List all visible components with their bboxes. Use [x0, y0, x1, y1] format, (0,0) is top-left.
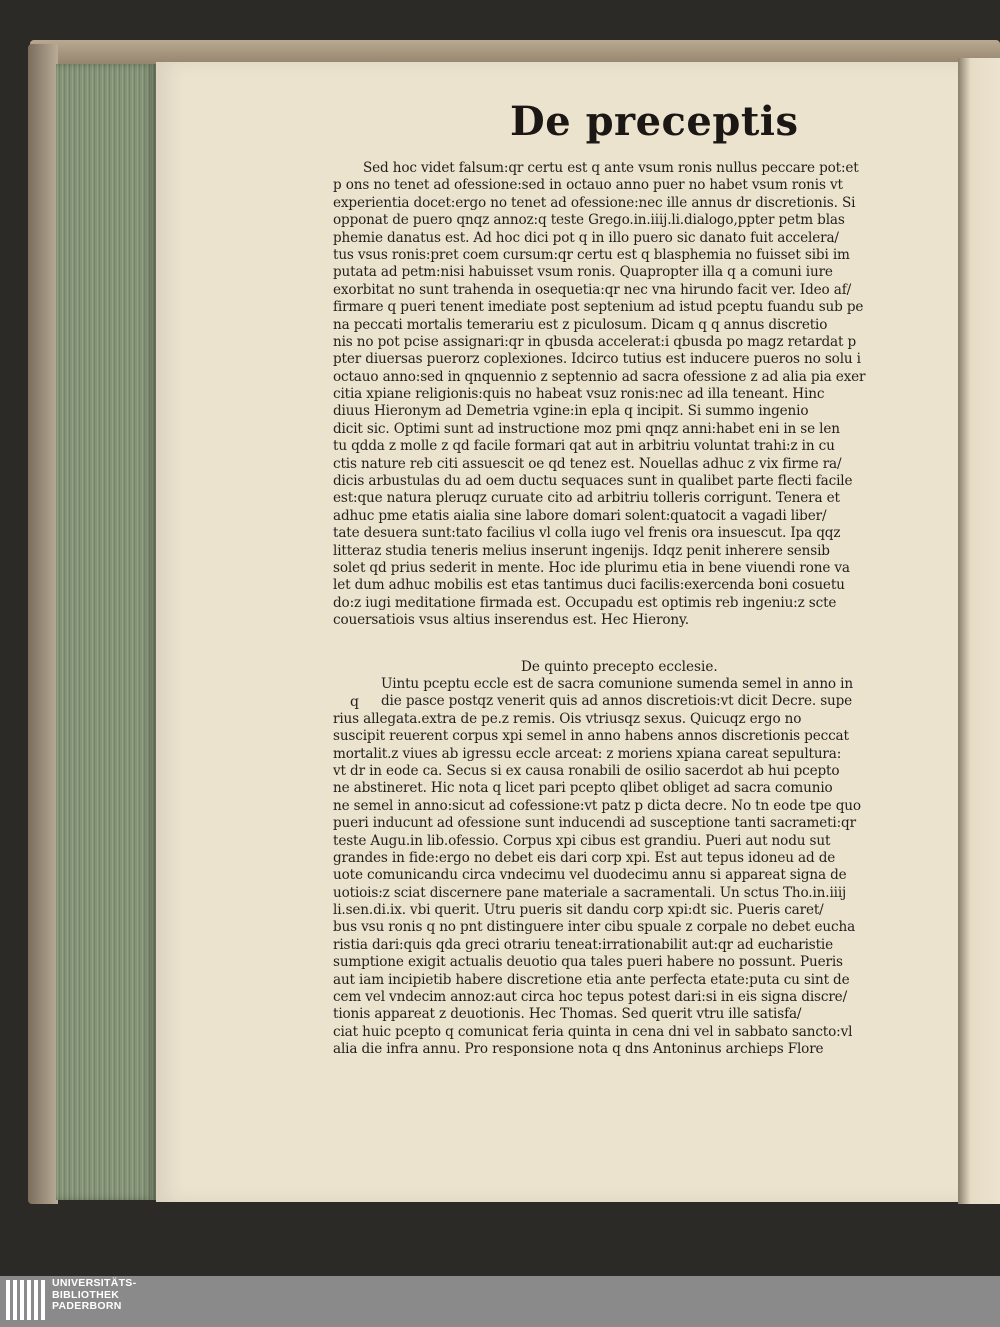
text-line: aut iam incipietib habere discretione etia ante perfecta etate:puta cu sint de [333, 971, 850, 988]
text-line: Uintu pceptu eccle est de sacra comunione sumenda semel in anno in [381, 676, 853, 692]
text-line: ciat huic pcepto q comunicat feria quinta in cena dni vel in sabbato sancto:vl [333, 1023, 853, 1040]
text-line: rius allegata.extra de pe.z remis. Ois vtriusqz sexus. Quicuqz ergo no [333, 710, 802, 727]
paragraph-two [333, 676, 930, 1059]
text-line: bus vsu ronis q no pnt distinguere inter cibu spuale z corpale no debet eucha [333, 919, 856, 936]
text-line: couersatiois vsus altius inserendus est. Hec Hierony. [333, 612, 689, 629]
text-line: nis no pot pcise assignari:qr in qbusda accelerat:i qbusda po magz retardat p [333, 333, 857, 350]
text-line: opponat de puero qnqz annoz:q teste Grego.in.iiij.li.dialogo,ppter petm blas [333, 212, 845, 229]
library-name-line-3: PADERBORN [52, 1300, 122, 1312]
text-line: firmare q pueri tenent imediate post septenium ad istud pceptu fuandu sub pe [333, 299, 864, 316]
text-line: tus vsus ronis:pret coem cursum:qr certu est q blasphemia no fuisset sibi im [333, 246, 850, 263]
text-line: ristia dari:quis qda greci otrariu teneat:irrationabilit aut:qr ad eucharistie [333, 936, 834, 953]
text-line: octauo anno:sed in qnquennio z septennio ad sacra ofessione z ad alia pia exer [333, 368, 866, 385]
text-line: li.sen.di.ix. vbi querit. Utru pueris sit dandu corp xpi:dt sic. Pueris caret/ [333, 902, 824, 919]
text-line: tu qdda z molle z qd facile formari qat aut in arbitriu voluntat trahi:z in cu [333, 438, 835, 455]
text-line: grandes in fide:ergo no debet eis dari corp xpi. Est aut tepus idoneu ad de [333, 849, 836, 866]
book-cover-left-edge [28, 44, 58, 1204]
text-line: let dum adhuc mobilis est etas tantimus duci facilis:exercenda boni cosuetu [333, 577, 845, 594]
text-line: sumptione exigit actualis deuotio qua tales pueri habere no possunt. Pueris [333, 954, 843, 971]
text-line: experientia docet:ergo no tenet ad ofessione:nec ille annus dr discretionis. Si [333, 194, 856, 211]
text-line: tate desuera sunt:tato facilius vl colla iugo vel frenis ora insuescut. Ipa qqz [333, 525, 841, 542]
text-line: pter diuersas puerorz coplexiones. Idcirco tutius est inducere pueros no solu i [333, 351, 861, 368]
text-line: pueri inducunt ad ofessione sunt inducendi ad susceptione tanti sacrameti:qr [333, 815, 856, 832]
text-line: dicis arbustulas du ad oem ductu sequaces sunt in qualibet parte flecti facile [333, 473, 853, 490]
text-line: citia xpiane religionis:quis no habeat vsuz ronis:nec ad illa teneant. Hinc [333, 386, 825, 403]
text-line: ctis nature reb citi assuescit oe qd tenez est. Nouellas adhuc z vix firme ra/ [333, 455, 842, 472]
text-line: uote comunicandu circa vndecimu vel duodecimu annu si appareat signa de [333, 867, 847, 884]
text-line: diuus Hieronym ad Demetria vgine:in epla q incipit. Si summo ingenio [333, 403, 809, 420]
text-line: phemie danatus est. Ad hoc dici pot q in illo puero sic danato fuit accelera/ [333, 229, 839, 246]
page-heading: De preceptis [510, 98, 799, 145]
library-name-line-1: UNIVERSITÄTS- [52, 1277, 137, 1289]
text-line: Sed hoc videt falsum:qr certu est q ante vsum ronis nullus peccare pot:et [363, 160, 859, 176]
facing-page-edge [958, 58, 1000, 1204]
text-line: alia die infra annu. Pro responsione nota q dns Antoninus archieps Flore [333, 1041, 824, 1058]
text-line: na peccati mortalis temerariu est z piculosum. Dicam q q annus discretio [333, 316, 828, 333]
text-line: dicit sic. Optimi sunt ad instructione moz pmi qnqz anni:habet eni in se len [333, 420, 840, 437]
text-line: die pasce postqz venerit quis ad annos discretiois:vt dicit Decre. supe [381, 693, 853, 710]
text-line: tionis appareat z deuotionis. Hec Thomas. Sed querit vtru ille satisfa/ [333, 1006, 802, 1023]
section-quinto-precepto [333, 658, 930, 1059]
text-line: putata ad petm:nisi habuisset vsum ronis. Quapropter illa q a comuni iure [333, 264, 833, 281]
text-line: ne semel in anno:sicut ad cofessione:vt patz p dicta decre. No tn eode tpe quo [333, 797, 861, 814]
section-subheading: De quinto precepto ecclesie. [521, 659, 718, 675]
text-line: p ons no tenet ad ofessione:sed in octauo anno puer no habet vsum ronis vt [333, 177, 843, 194]
text-line: vt dr in eode ca. Secus si ex causa ronabili de osilio sacerdot ab hui pcepto [333, 762, 840, 779]
paragraph-one [333, 160, 930, 630]
text-line: uotiois:z sciat discernere pane materiale a sacramentali. Un sctus Tho.in.iiij [333, 884, 847, 901]
page-fore-edges [56, 64, 156, 1200]
text-line: teste Augu.in lib.ofessio. Corpus xpi cibus est grandiu. Pueri aut nodu sut [333, 832, 831, 849]
text-line: cem vel vndecim annoz:aut circa hoc tepus potest dari:si in eis signa discre/ [333, 989, 847, 1006]
text-line: est:que natura pleruqz curuate cito ad arbitriu tolleris corrigunt. Tenera et [333, 490, 840, 507]
library-logo-icon [6, 1280, 46, 1320]
library-footer-bar [0, 1276, 1000, 1327]
library-name-line-2: BIBLIOTHEK [52, 1288, 120, 1301]
initial-letter-guide: q [350, 694, 359, 710]
text-line: adhuc pme etatis aialia sine labore domari solent:quatocit a vagadi liber/ [333, 507, 827, 524]
text-line: mortalit.z viues ab igressu eccle arceat: z moriens xpiana careat sepultura: [333, 745, 842, 762]
text-line: suscipit reuerent corpus xpi semel in anno habens annos discretionis peccat [333, 728, 849, 745]
text-line: exorbitat no sunt trahenda in osequetia:qr nec vna hirundo facit ver. Ideo af/ [333, 281, 852, 298]
text-line: solet qd prius sederit in mente. Hoc ide plurimu etia in bene viuendi rone va [333, 559, 850, 576]
text-line: ne abstineret. Hic nota q licet pari pcepto qlibet obliget ad sacra comunio [333, 780, 833, 797]
text-line: litteraz studia teneris melius inserunt ingenijs. Idqz penit inherere sensib [333, 542, 830, 559]
library-name [52, 1278, 136, 1313]
text-line: do:z iugi meditatione firmada est. Occupadu est optimis reb ingeniu:z scte [333, 594, 837, 611]
